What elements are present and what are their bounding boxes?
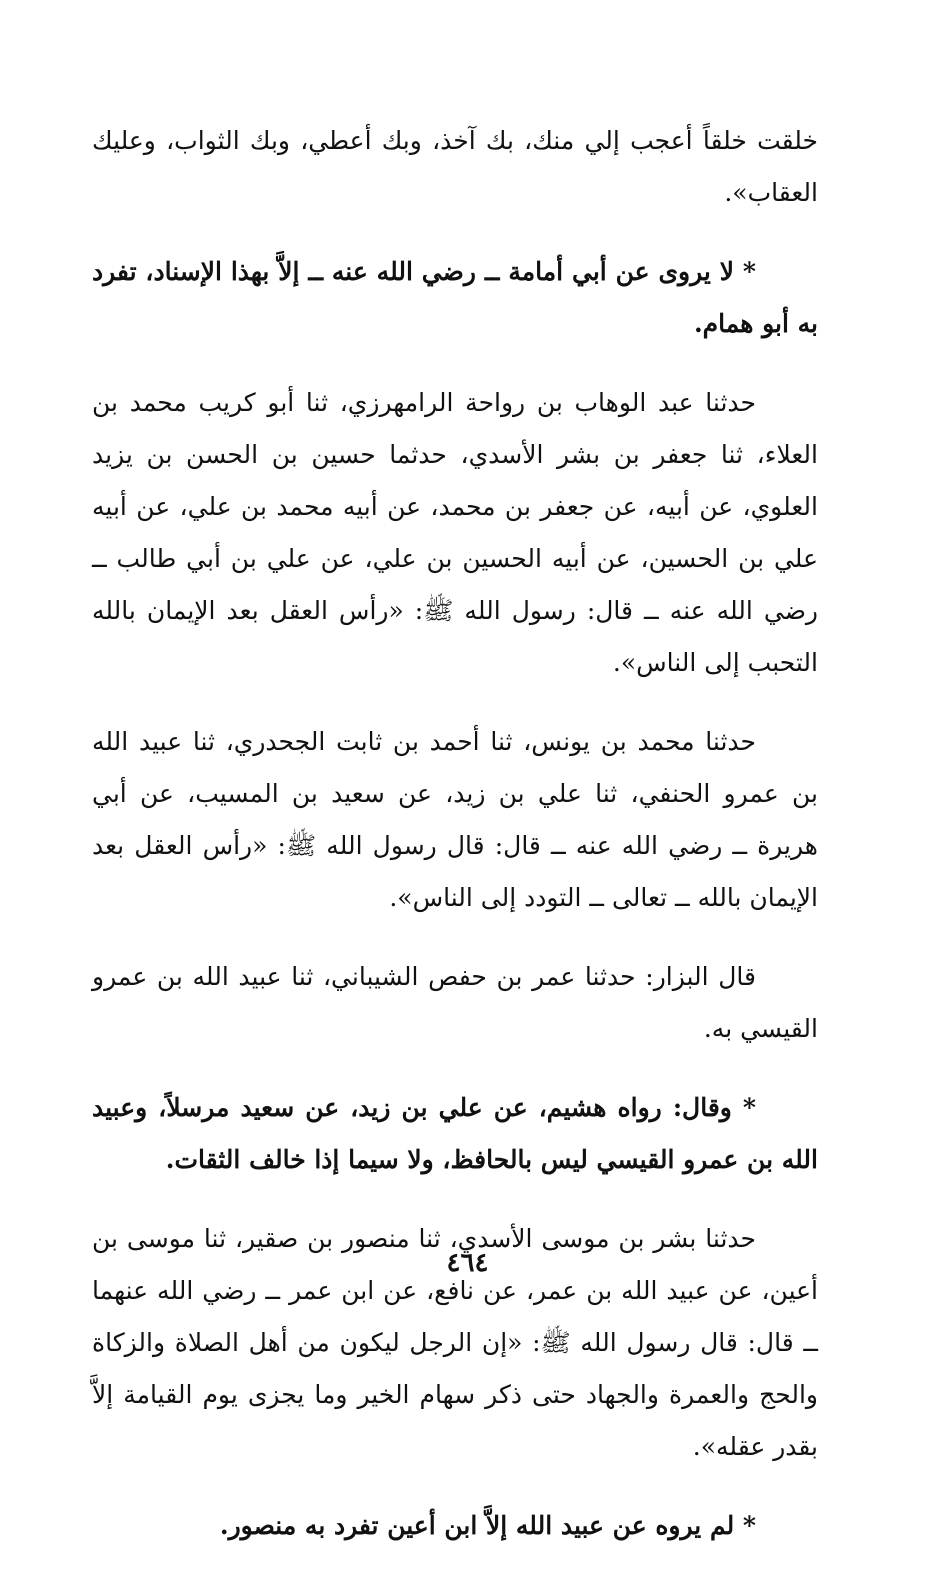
paragraph-hadith-ending: خلقت خلقاً أعجب إلي منك، بك آخذ، وبك أعطي، وبك الثواب، وعليك العقاب».: [92, 126, 818, 207]
paragraph-hadith-bishr-bin-musa: حدثنا بشر بن موسى الأسدي، ثنا منصور بن صقير، ثنا موسى بن أعين، عن عبيد الله بن عمر، عن نافع، عن ابن عمر ــ رضي الله عنهما ــ قال: قال رسول الله ﷺ: «إن الرجل ليكون من أهل الصلاة والزكاة والحج والعمرة والجهاد حتى ذكر سهام الخير وما يجزى يوم القيامة إلاَّ بقدر عقله».: [92, 1224, 818, 1461]
page-body: [92, 115, 818, 1579]
paragraph-note-abu-umama: * لا يروى عن أبي أمامة ــ رضي الله عنه ــ إلاَّ بهذا الإسناد، تفرد به أبو همام.: [92, 257, 818, 338]
page-number: ٤٦٤: [446, 1248, 489, 1278]
paragraph-hadith-abdulwahhab: حدثنا عبد الوهاب بن رواحة الرامهرزي، ثنا أبو كريب محمد بن العلاء، ثنا جعفر بن بشر الأسدي، حدثما حسين بن الحسن بن يزيد العلوي، عن أبيه، عن جعفر بن محمد، عن أبيه محمد بن علي، عن أبيه علي بن الحسين، عن أبيه الحسين بن علي، عن علي بن أبي طالب ــ رضي الله عنه ــ قال: رسول الله ﷺ: «رأس العقل بعد الإيمان بالله التحبب إلى الناس».: [92, 388, 818, 677]
paragraph-al-bazzar: قال البزار: حدثنا عمر بن حفص الشيباني، ثنا عبيد الله بن عمرو القيسي به.: [92, 962, 818, 1043]
paragraph-note-hushaym: * وقال: رواه هشيم، عن علي بن زيد، عن سعيد مرسلاً، وعبيد الله بن عمرو القيسي ليس بالحافظ، ولا سيما إذا خالف الثقات.: [92, 1093, 818, 1174]
paragraph-hadith-muhammad-bin-yunus: حدثنا محمد بن يونس، ثنا أحمد بن ثابت الجحدري، ثنا عبيد الله بن عمرو الحنفي، ثنا علي بن زيد، عن سعيد بن المسيب، عن أبي هريرة ــ رضي الله عنه ــ قال: قال رسول الله ﷺ: «رأس العقل بعد الإيمان بالله ــ تعالى ــ التودد إلى الناس».: [92, 727, 818, 912]
paragraph-note-ibn-ayan: * لم يروه عن عبيد الله إلاَّ ابن أعين تفرد به منصور.: [219, 1511, 756, 1540]
